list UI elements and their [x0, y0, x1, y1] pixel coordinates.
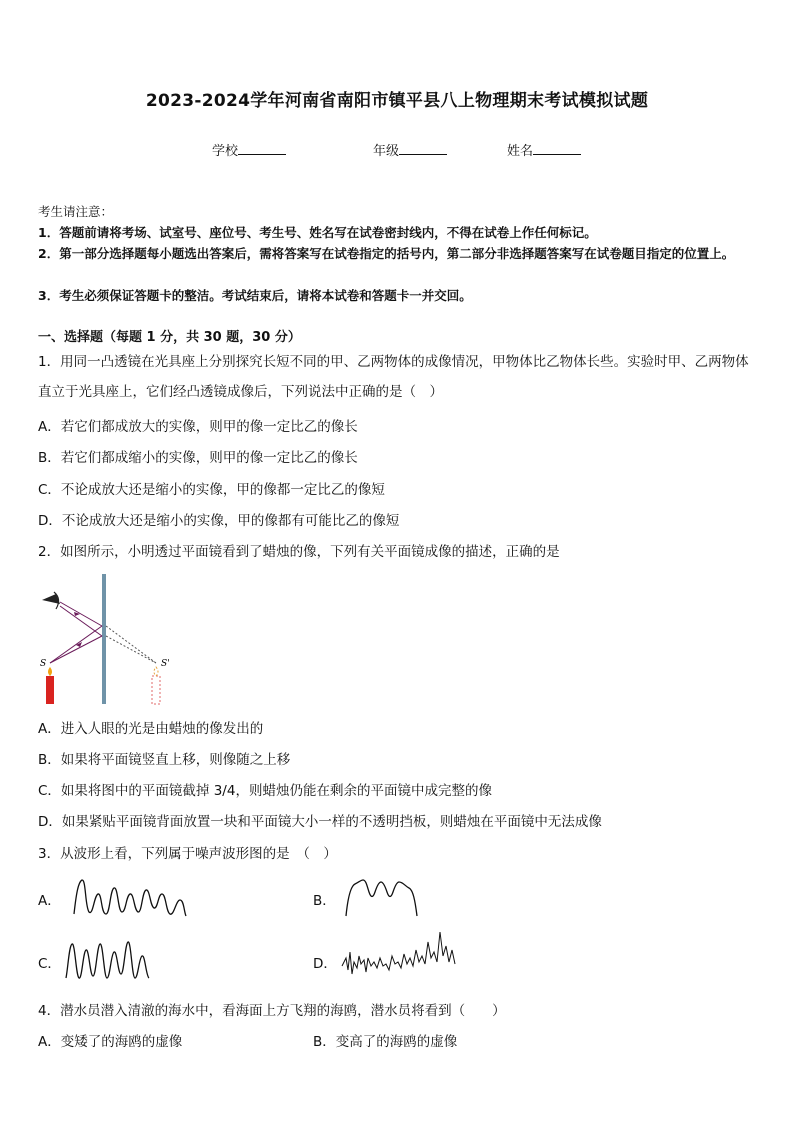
question-3-option-c-label[interactable]: C．	[38, 956, 61, 972]
candle	[46, 676, 54, 704]
name-blank[interactable]	[533, 142, 581, 155]
plane-mirror	[102, 574, 106, 704]
page-title: 2023-2024学年河南省南阳市镇平县八上物理期末考试模拟试题	[145, 91, 649, 111]
question-4-option-a[interactable]: A．变矮了的海鸥的虚像	[38, 1034, 183, 1050]
question-4-option-b[interactable]: B．变高了的海鸥的虚像	[313, 1034, 458, 1050]
question-3-stem: 3．从波形上看，下列属于噪声波形图的是 （ ）	[38, 846, 337, 862]
school-label: 学校	[212, 144, 239, 159]
question-1-option-a[interactable]: A．若它们都成放大的实像，则甲的像一定比乙的像长	[38, 419, 358, 435]
question-2-stem: 2．如图所示，小明透过平面镜看到了蜡烛的像，下列有关平面镜成像的描述，正确的是	[38, 544, 560, 560]
grade-label: 年级	[373, 144, 400, 159]
label-s: S	[40, 659, 47, 669]
question-2-option-a[interactable]: A．进入人眼的光是由蜡烛的像发出的	[38, 721, 264, 737]
candle-image	[152, 676, 160, 704]
question-2-option-d[interactable]: D．如果紧贴平面镜背面放置一块和平面镜大小一样的不透明挡板，则蜡烛在平面镜中无法成像	[38, 814, 602, 830]
question-1-option-c[interactable]: C．不论成放大还是缩小的实像，甲的像都一定比乙的像短	[38, 482, 385, 498]
mirror-candle-figure	[36, 572, 176, 707]
question-1-option-b[interactable]: B．若它们都成缩小的实像，则甲的像一定比乙的像长	[38, 450, 358, 466]
waveform-a[interactable]	[72, 876, 190, 921]
question-1-option-d[interactable]: D．不论成放大还是缩小的实像，甲的像都有可能比乙的像短	[38, 513, 400, 529]
label-s-prime: S'	[161, 659, 170, 669]
question-1-stem: 1．用同一凸透镜在光具座上分别探究长短不同的甲、乙两物体的成像情况，甲物体比乙物体长些。实验时甲、乙两物体直立于光具座上，它们经凸透镜成像后，下列说法中正确的是（ ）	[38, 354, 749, 400]
question-2-option-b[interactable]: B．如果将平面镜竖直上移，则像随之上移	[38, 752, 291, 768]
waveform-c[interactable]	[64, 938, 156, 984]
question-3-option-b-label[interactable]: B．	[313, 893, 336, 909]
notice-item: 1．答题前请将考场、试室号、座位号、考生号、姓名写在试卷密封线内，不得在试卷上作任何标记。	[38, 225, 597, 240]
notice-item: 3．考生必须保证答题卡的整洁。考试结束后，请将本试卷和答题卡一并交回。	[38, 288, 472, 303]
question-3-option-a-label[interactable]: A．	[38, 893, 61, 909]
grade-field[interactable]	[373, 140, 447, 159]
section-title: 一、选择题（每题 1 分，共 30 题，30 分）	[38, 330, 301, 345]
grade-blank[interactable]	[399, 142, 447, 155]
notice-heading: 考生请注意：	[38, 204, 114, 219]
notice-item: 2．第一部分选择题每小题选出答案后，需将答案写在试卷指定的括号内，第二部分非选择题答案写在试卷题目指定的位置上。	[38, 246, 735, 261]
question-4-stem: 4．潜水员潜入清澈的海水中，看海面上方飞翔的海鸥，潜水员将看到（ ）	[38, 1003, 506, 1019]
school-field[interactable]	[212, 140, 286, 159]
name-label: 姓名	[507, 144, 534, 159]
question-2-option-c[interactable]: C．如果将图中的平面镜截掉 3/4，则蜡烛仍能在剩余的平面镜中成完整的像	[38, 783, 492, 799]
waveform-d[interactable]	[340, 928, 460, 990]
question-3-option-d-label[interactable]: D．	[313, 956, 337, 972]
name-field[interactable]	[507, 140, 581, 159]
waveform-b[interactable]	[343, 876, 423, 921]
school-blank[interactable]	[238, 142, 286, 155]
